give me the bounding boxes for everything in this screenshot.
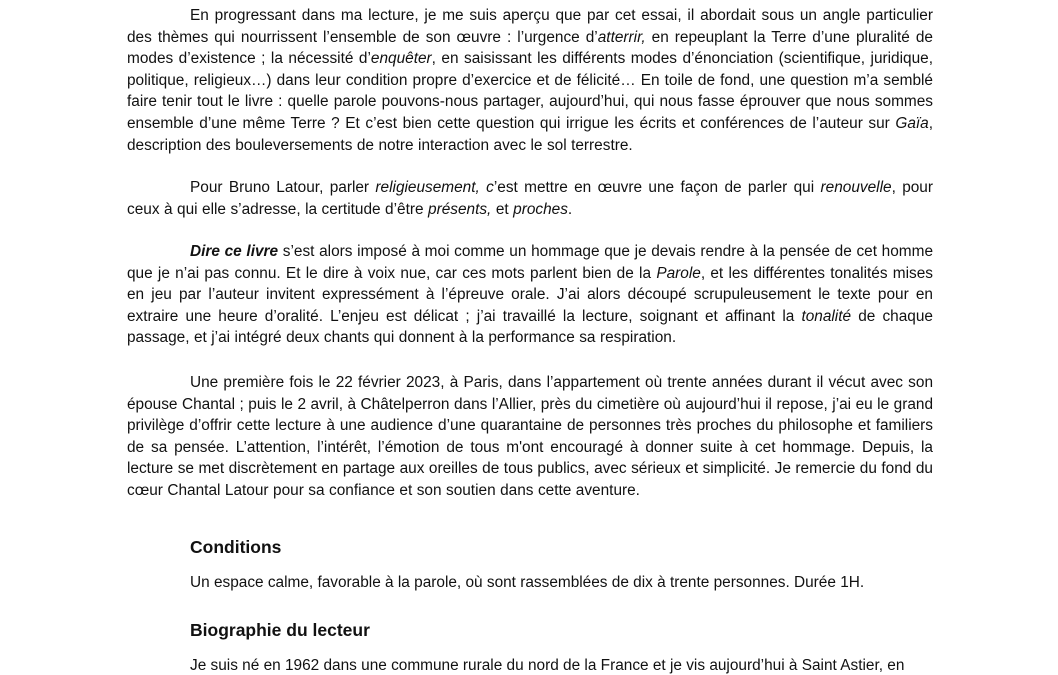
heading-conditions: Conditions — [190, 537, 282, 557]
text-span: ’est mettre en œuvre une façon de parler qui — [493, 179, 821, 196]
text-span: s’est alors imposé à moi comme un hommage que je devais rendre à la pensée de cet homme que je n’ai pas connu. Et le dire à voix nue, car ces mots parlent bien de la — [127, 243, 934, 282]
emphasis-gaia: Gaïa — [895, 114, 929, 132]
heading-biography: Biographie du lecteur — [190, 620, 370, 640]
paragraph-reading-progress — [127, 5, 933, 156]
emphasis-proches: proches — [513, 200, 568, 218]
emphasis-atterrir: atterrir, — [597, 28, 646, 46]
text-span: Pour Bruno Latour, parler — [190, 179, 376, 196]
paragraph-dire-ce-livre — [127, 241, 933, 349]
text-span: , en saisissant les différents modes d’énonciation (scientifique, juridique, politique, religieux…) dans leur condition propre d’exercice et de félicité… En toile de fond, une question m’a semblé faire tenir tout le livre : quelle parole pouvons-nous partager, aujourd’hui, qui nous fasse éprouver que nous sommes ensemble d’une même Terre ? Et c’est bien cette question qui irrigue les écrits et conférences de l’auteur sur — [127, 50, 933, 132]
paragraph-religiously — [127, 177, 933, 220]
text-span: , pour ceux à qui elle s’adresse, la certitude d’être — [127, 179, 933, 218]
text-span: En progressant dans ma lecture, je me suis aperçu que par cet essai, il abordait sous un angle particulier des thèmes qui nourrissent l’ensemble de son œuvre : l’urgence d’ — [127, 7, 933, 46]
emphasis-renouvelle: renouvelle — [820, 179, 892, 196]
text-span: , et les différentes tonalités mises en jeu par l’auteur invitent expressément à l’épreuve orale. J’ai alors découpé scrupuleusement le texte pour en extraire une heure d’oralité. L’enjeu est délicat ; j’ai travaillé la lecture, soignant et affinant la — [127, 264, 933, 325]
biography-text: Je suis né en 1962 dans une commune rurale du nord de la France et je vis aujourd’hui à Saint Astier, en — [190, 657, 905, 674]
text-span: en repeuplant la Terre d’une pluralité de modes d’existence ; la nécessité d’ — [127, 28, 933, 68]
text-span: Une première fois le 22 février 2023, à Paris, dans l’appartement où trente années durant il vécut avec son épouse Chantal ; puis le 2 avril, à Châtelperron dans l’Allier, près du cimetière où aujourd’hui il repose, j’ai eu le grand privilège d’offrir cette lecture à une audience d’une quarantaine de personnes très proches du philosophe et familiers de sa pensée. L’attention, l’intérêt, l’émotion de tous m'ont encouragé à donner suite à cet hommage. Depuis, la lecture se met discrètement en partage aux oreilles de tous publics, avec sérieux et simplicité. Je remercie du fond du cœur Chantal Latour pour sa confiance et son soutien dans cette aventure. — [127, 374, 933, 499]
emphasis-enqueter: enquêter — [370, 50, 432, 68]
emphasis-religieusement: religieusement, c — [375, 179, 494, 196]
text-span: . — [567, 200, 573, 218]
emphasis-presents: présents, — [428, 200, 492, 218]
text-span: de chaque passage, et j’ai intégré deux chants qui donnent à la performance sa respiration. — [127, 307, 933, 347]
paragraph-first-reading — [127, 372, 933, 502]
emphasis-tonalite: tonalité — [801, 307, 852, 325]
emphasis-parole: Parole — [656, 264, 701, 282]
text-span: et — [491, 200, 514, 218]
text-span: , description des bouleversements de notre interaction avec le sol terrestre. — [127, 114, 933, 154]
bold-title-dire-ce-livre: Dire ce livre — [190, 243, 279, 260]
conditions-text: Un espace calme, favorable à la parole, où sont rassemblées de dix à trente personnes. Durée 1H. — [190, 574, 865, 591]
